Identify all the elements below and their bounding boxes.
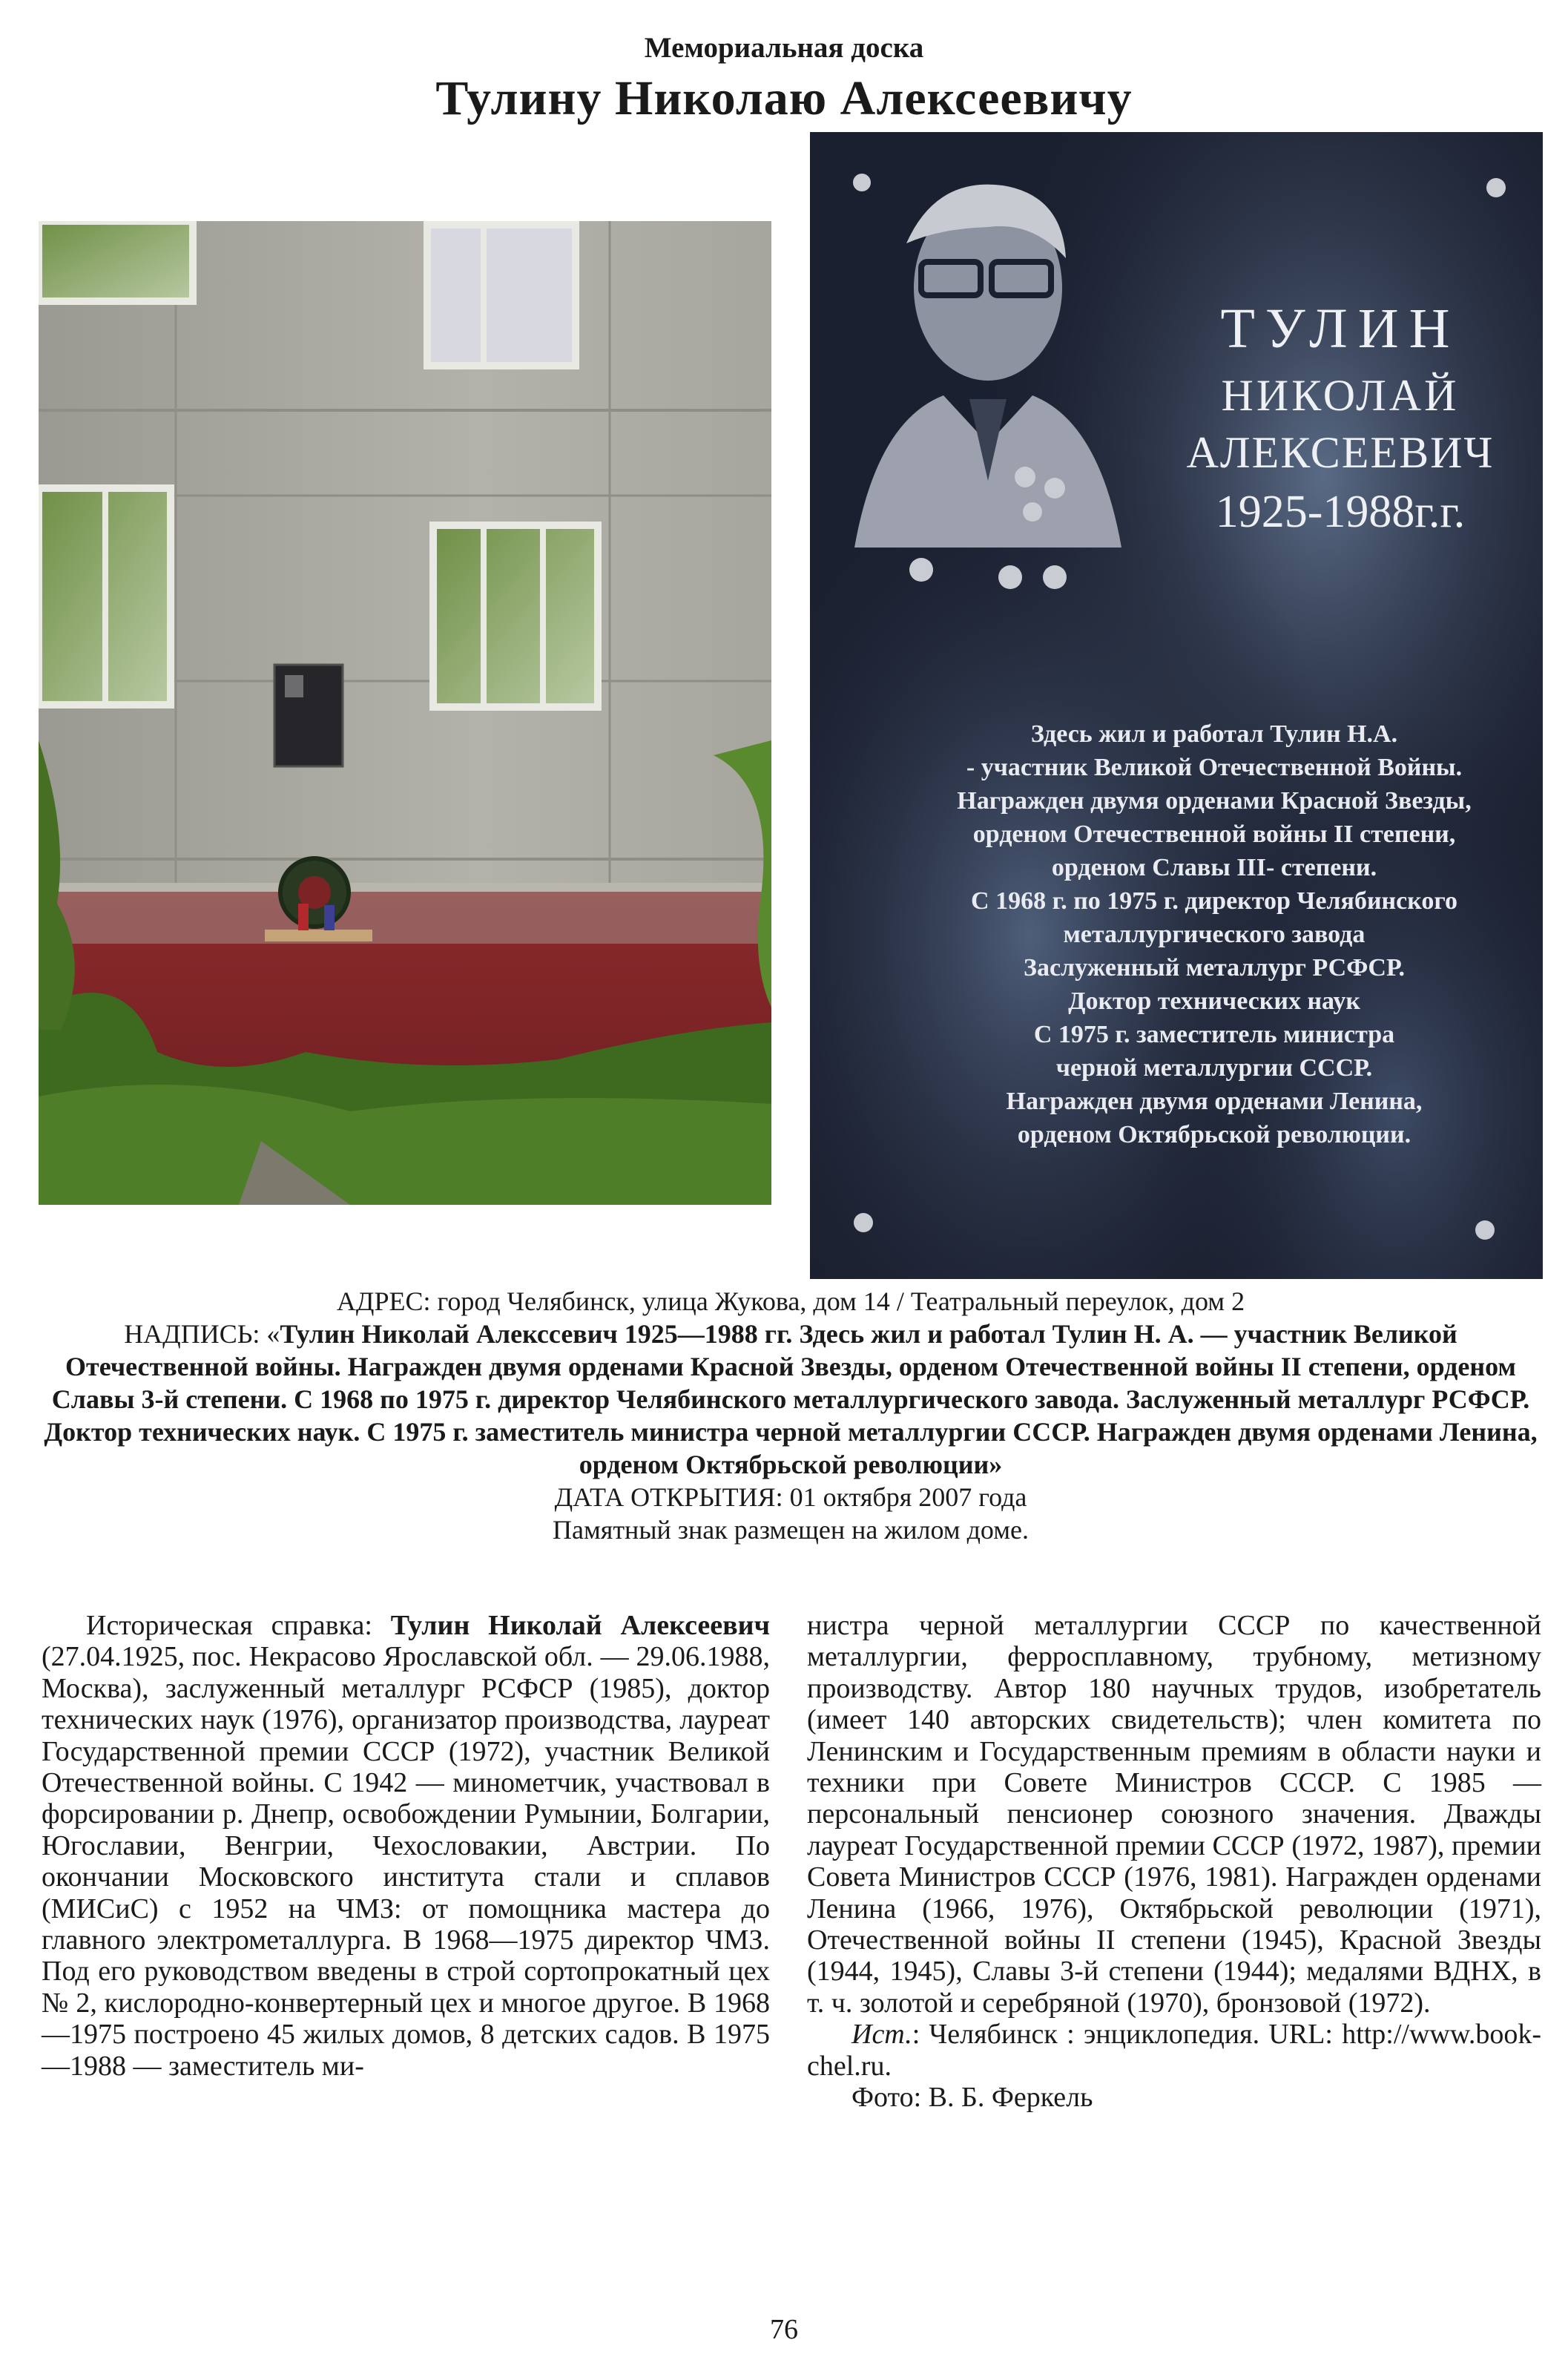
photo-credit: Фото: В. Б. Феркель — [851, 2082, 1093, 2114]
plaque-line: орденом Октябрьской революции. — [1017, 1121, 1411, 1148]
source-text: : Челябинск : энциклопедия. URL: http://www.book-chel.ru. — [807, 2019, 1541, 2082]
inscription-line — [39, 1318, 1543, 1481]
plaque-line: - участник Великой Отечественной Войны. — [966, 754, 1463, 781]
plaque-illustration — [810, 132, 1543, 1279]
building-photo-illustration — [39, 221, 771, 1205]
inscription-text: Тулин Николай Алекссевич 1925—1988 гг. Здесь жил и работал Тулин Н. А. — участник Великой Отечественной войны. Награжден двумя орденами Красной Звезды, орденом Отечественной войны II степени, орденом Славы 3-й степени. С 1968 по 1975 г. директор Челябинского металлургического завода. Заслуженный металлург РСФСР. Доктор технических наук. С 1975 г. заместитель министра черной металлургии СССР. Награжден двумя орденами Ленина, орденом Октябрьской революции» — [44, 1319, 1538, 1479]
plaque-engraving-text — [1187, 297, 1495, 537]
history-label: Историческая справка: — [86, 1610, 391, 1641]
address-label: АДРЕС: — [336, 1286, 431, 1316]
history-person-name: Тулин Николай Алексеевич — [390, 1610, 770, 1641]
plaque-surname: ТУЛИН — [1220, 297, 1460, 360]
plaque-line: металлургического завода — [1063, 921, 1366, 948]
building-photo — [39, 221, 771, 1205]
page-kicker: Мемориальная доска — [644, 32, 924, 64]
source-label: Ист. — [851, 2019, 912, 2051]
plaque-line: орденом Отечественной войны II степени, — [972, 821, 1456, 848]
address-text: город Челябинск, улица Жукова, дом 14 / Театральный переулок, дом 2 — [430, 1286, 1245, 1316]
page-number: 76 — [770, 2314, 798, 2345]
plaque-photo — [810, 132, 1543, 1279]
history-text-left: (27.04.1925, пос. Некрасово Ярославской обл. — 29.06.1988, Москва), заслуженный металлург РСФСР (1985), доктор технических наук (1976), организатор производства, лауреат Государственной премии СССР (1972), участник Великой Отечественной войны. С 1942 — минометчик, участвовал в форсировании р. Днепр, освобождении Румынии, Болгарии, Югославии, Венгрии, Чехословакии, Австрии. По окончании Московского института стали и сплавов (МИСиС) с 1952 на ЧМЗ: от помощника мастера до главного электрометаллурга. В 1968—1975 директор ЧМЗ. Под его руководством введены в строй сортопрокатный цех № 2, кислородно-конвертерный цех и многое другое. В 1968—1975 построено 45 жилых домов, 8 детских садов. В 1975—1988 — заместитель ми- — [42, 1641, 770, 2082]
opening-line — [39, 1481, 1543, 1513]
address-line — [39, 1285, 1543, 1318]
plaque-line: Заслуженный металлург РСФСР. — [1024, 954, 1405, 982]
history-text-right: нистра черной металлургии СССР по качественной металлургии, ферросплавному, трубному, метизному производству. Автор 180 научных трудов, изобретатель (имеет 140 авторских свидетельств); член комитета по Ленинским и Государственным премиям в области науки и техники при Совете Министров СССР. С 1985 — персональный пенсионер союзного значения. Дважды лауреат Государственной премии СССР (1972, 1987), премии Совета Министров СССР (1976, 1981). Награжден орденами Ленина (1966, 1976), Октябрьской революции (1971), Отечественной войны II степени (1945), Красной Звезды (1944, 1945), Славы 3-й степени (1944); медалями ВДНХ, в т. ч. золотой и серебряной (1970), бронзовой (1972). — [807, 1610, 1541, 2019]
plaque-line: Здесь жил и работал Тулин Н.А. — [1030, 720, 1398, 748]
plaque-line: С 1968 г. по 1975 г. директор Челябинского — [971, 887, 1457, 915]
plaque-line: орденом Славы III- степени. — [1051, 854, 1377, 881]
page-title: Тулину Николаю Алексеевичу — [435, 71, 1133, 125]
plaque-line: Награжден двумя орденами Ленина, — [1006, 1088, 1423, 1115]
inscription-label: НАДПИСЬ: « — [124, 1319, 280, 1349]
history-left-column — [42, 1610, 770, 2082]
plaque-line: С 1975 г. заместитель министра — [1033, 1021, 1395, 1048]
plaque-line: Доктор технических наук — [1068, 987, 1360, 1015]
plaque-years: 1925-1988г.г. — [1215, 487, 1466, 537]
placement-note: Памятный знак размещен на жилом доме. — [553, 1515, 1029, 1545]
plaque-name: НИКОЛАЙ — [1221, 371, 1460, 420]
plaque-patronymic: АЛЕКСЕЕВИЧ — [1186, 428, 1495, 477]
plaque-line: Награжден двумя орденами Красной Звезды, — [957, 787, 1472, 815]
opening-label: ДАТА ОТКРЫТИЯ: — [554, 1482, 783, 1512]
opening-date: 01 октября 2007 года — [783, 1482, 1027, 1512]
history-right-column — [807, 1610, 1541, 2114]
plaque-line: черной металлургии СССР. — [1055, 1054, 1373, 1082]
caption-block — [39, 1285, 1543, 1546]
